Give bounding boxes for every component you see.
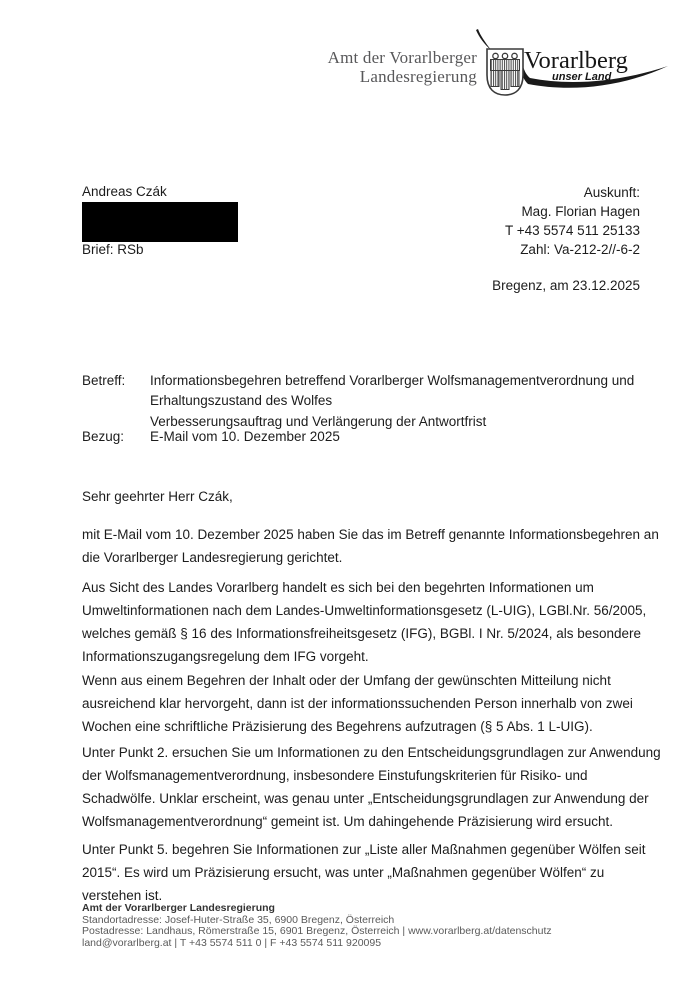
paragraph-line: die Vorarlberger Landesregierung gerichtet. [82, 550, 343, 565]
logo-wordmark: Vorarlberg [524, 47, 628, 74]
contact-file-number: Zahl: Va-212-2//-6-2 [520, 242, 640, 257]
paragraph-line: Unter Punkt 5. begehren Sie Informationen zur „Liste aller Maßnahmen gegenüber Wölfen seit [82, 842, 646, 857]
paragraph-punkt2 [82, 741, 661, 833]
paragraph-punkt5 [82, 838, 646, 907]
paragraph-line: Schadwölfe. Unklar erscheint, was genau unter „Entscheidungsgrundlagen zur Anwendung der [82, 791, 649, 806]
footer [82, 903, 552, 949]
office-name-line1: Amt der Vorarlberger [327, 48, 477, 67]
paragraph-line: Wochen eine schriftliche Präzisierung des Begehrens aufzutragen (§ 5 Abs. 1 L-UIG). [82, 719, 593, 734]
paragraph-line: Umweltinformationen nach dem Landes-Umweltinformationsgesetz (L-UIG), LGBl.Nr. 56/2005, [82, 603, 647, 618]
paragraph-legal-basis [82, 576, 646, 668]
betreff-line: Erhaltungszustand des Wolfes [150, 393, 333, 408]
contact-block [505, 183, 640, 259]
footer-site-address: Standortadresse: Josef-Huter-Straße 35, 6900 Bregenz, Österreich [82, 913, 395, 926]
paragraph-line: Wolfsmanagementverordnung“ gemeint ist. Um dahingehende Präzisierung wird ersucht. [82, 814, 614, 829]
betreff-line: Informationsbegehren betreffend Vorarlberger Wolfsmanagementverordnung und [150, 373, 635, 388]
logo-tagline: unser Land [552, 71, 612, 83]
footer-postal-address: Postadresse: Landhaus, Römerstraße 15, 6901 Bregenz, Österreich | www.vorarlberg.at/datenschutz [82, 925, 552, 938]
salutation [82, 485, 233, 508]
paragraph-line: ausreichend klar hervorgeht, dann ist der informationssuchenden Person innerhalb von zwei [82, 696, 633, 711]
paragraph-intro [82, 523, 659, 569]
paragraph-line: welches gemäß § 16 des Informationsfreiheitsgesetz (IFG), BGBl. I Nr. 5/2024, als besondere [82, 626, 642, 641]
paragraph-line: Unter Punkt 2. ersuchen Sie um Informationen zu den Entscheidungsgrundlagen zur Anwendung [82, 745, 661, 760]
paragraph-line: Aus Sicht des Landes Vorarlberg handelt es sich bei den begehrten Informationen um [82, 580, 594, 595]
betreff-label: Betreff: [82, 373, 126, 388]
office-name [328, 49, 477, 86]
vorarlberg-coat-of-arms-icon [487, 49, 523, 95]
betreff-line: Verbesserungsauftrag und Verlängerung der Antwortfrist [150, 414, 487, 429]
salutation-text: Sehr geehrter Herr Czák, [82, 489, 233, 504]
paragraph-clarification-rule [82, 669, 633, 738]
contact-label: Auskunft: [583, 185, 640, 200]
footer-office-name: Amt der Vorarlberger Landesregierung [82, 902, 275, 914]
contact-person: Mag. Florian Hagen [521, 204, 640, 219]
bezug-label: Bezug: [82, 429, 125, 444]
paragraph-line: Informationszugangsregelung dem IFG vorgeht. [82, 649, 369, 664]
delivery-note: Brief: RSb [82, 242, 144, 257]
dateline: Bregenz, am 23.12.2025 [492, 278, 640, 293]
paragraph-line: Wenn aus einem Begehren der Inhalt oder der Umfang der gewünschten Mitteilung nicht [82, 673, 611, 688]
recipient-name: Andreas Czák [82, 184, 167, 199]
bezug-text: E-Mail vom 10. Dezember 2025 [150, 429, 340, 444]
paragraph-line: 2015“. Es wird um Präzisierung ersucht, was unter „Maßnahmen gegenüber Wölfen“ zu [82, 865, 605, 880]
contact-phone: T +43 5574 511 25133 [505, 223, 640, 238]
redacted-address-block [82, 202, 238, 242]
paragraph-line: mit E-Mail vom 10. Dezember 2025 haben Sie das im Betreff genannte Informationsbegehren an [82, 527, 659, 542]
office-name-line2: Landesregierung [359, 66, 477, 86]
footer-contact-info: land@vorarlberg.at | T +43 5574 511 0 | F +43 5574 511 920095 [82, 936, 382, 949]
paragraph-line: der Wolfsmanagementverordnung, insbesondere Einstufungskriterien für Risiko- und [82, 768, 588, 783]
paragraph-line: verstehen ist. [82, 888, 163, 903]
